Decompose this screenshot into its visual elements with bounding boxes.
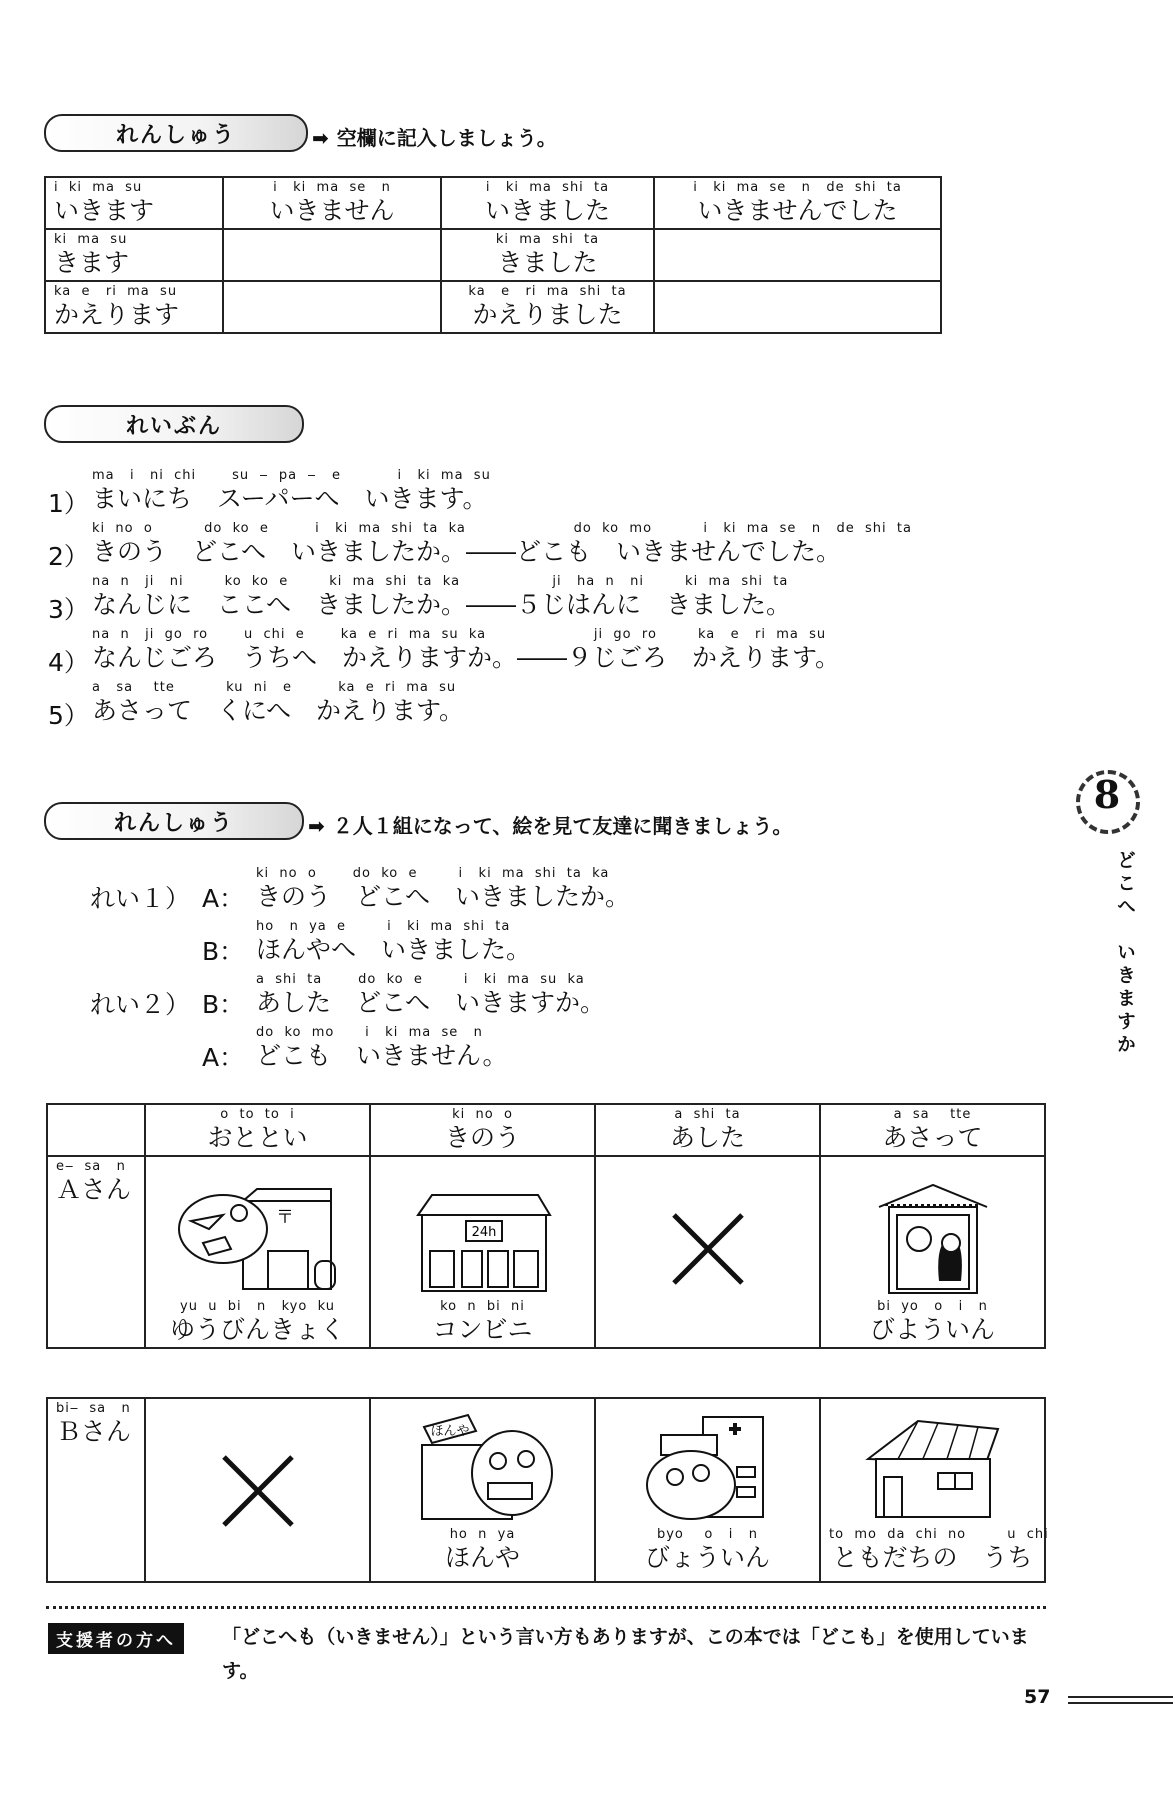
day-header: o to to i おととい <box>145 1104 370 1156</box>
table-cell <box>47 1104 145 1156</box>
table-row <box>47 1398 1045 1582</box>
example-sentence-4: 4） na n ji go ro u chi e ka e ri ma su ka ji go ro ka e ri ma su なんじごろ うちへ かえりますか。――９じごろ かえります。 <box>48 627 841 677</box>
blank-cell[interactable] <box>654 281 941 333</box>
post-office-icon <box>173 1181 343 1299</box>
instruction-2: ➡ ２人１組になって、絵を見て友達に聞きましょう。 <box>308 814 793 838</box>
arrow-right-icon: ➡ <box>312 126 329 150</box>
dialogue-line-3: れい２） B： a shi ta do ko e i ki ma su ka あした どこへ いきますか。 <box>90 972 606 1019</box>
helper-note-label: 支援者の方へ <box>48 1623 184 1654</box>
helper-note-text: 「どこへも（いきません）」という言い方もありますが、この本では「どこも」を使用しています。 <box>222 1626 1029 1682</box>
svg-text:24h: 24h <box>471 1225 496 1240</box>
destination-cell: bi yo o i n びよういん <box>820 1156 1045 1348</box>
chapter-badge <box>1076 770 1138 832</box>
convenience-store-icon <box>408 1181 558 1299</box>
cross-mark-icon <box>668 1209 748 1289</box>
hair-salon-icon <box>873 1181 993 1299</box>
table-cell: i ki ma su いきます <box>45 177 223 229</box>
table-row <box>45 177 941 229</box>
section-tag-reibun: れいぶん <box>44 405 304 443</box>
table-header-row <box>47 1104 1045 1156</box>
arrow-right-icon: ➡ <box>308 814 325 838</box>
svg-text:ほんや: ほんや <box>429 1424 470 1439</box>
destination-cell: 〒 yu u bi n kyo ku ゆうびんきょく <box>145 1156 370 1348</box>
example-sentence-3: 3） na n ji ni ko ko e ki ma shi ta ka ji ha n ni ki ma shi ta なんじに ここへ きましたか。――５じはんに きました。 <box>48 574 792 624</box>
conjugation-table <box>44 176 942 334</box>
person-b-schedule-table <box>46 1397 1049 1583</box>
example-sentence-1: 1） ma i ni chi su ‒ pa ‒ e i ki ma su まいにち スーパーへ いきます。 <box>48 468 491 518</box>
sentence-number: 5） <box>48 701 89 730</box>
sentence-number: 1） <box>48 489 89 518</box>
example-sentence-2: 2） ki no o do ko e i ki ma shi ta ka do ko mo i ki ma se n de shi ta きのう どこへ いきましたか。――どこも いきませんでした。 <box>48 521 912 571</box>
day-header: a sa tte あさって <box>820 1104 1045 1156</box>
hospital-icon <box>633 1407 783 1527</box>
example-sentence-5: 5） a sa tte ku ni e ka e ri ma su あさって くにへ かえります。 <box>48 680 465 730</box>
instruction-1: ➡ 空欄に記入しましょう。 <box>312 126 557 150</box>
blank-cell[interactable] <box>223 281 441 333</box>
svg-text:〒: 〒 <box>275 1207 294 1228</box>
sentence-number: 4） <box>48 648 89 677</box>
chapter-title: どこへ いきますか <box>1114 850 1136 1057</box>
section-tag-renshuu-1: れんしゅう <box>44 114 308 152</box>
table-cell: ka e ri ma shi ta かえりました <box>441 281 654 333</box>
friends-house-icon <box>858 1407 1008 1527</box>
bookstore-icon <box>408 1407 558 1527</box>
table-row <box>47 1156 1045 1348</box>
blank-cell[interactable] <box>223 229 441 281</box>
day-header: a shi ta あした <box>595 1104 820 1156</box>
table-cell: i ki ma se n いきません <box>223 177 441 229</box>
dialogue-line-1: れい１） A： ki no o do ko e i ki ma shi ta ka きのう どこへ いきましたか。 <box>90 866 631 913</box>
table-row <box>45 229 941 281</box>
sentence-number: 2） <box>48 542 89 571</box>
cross-mark-icon <box>218 1451 298 1531</box>
table-cell: ka e ri ma su かえります <box>45 281 223 333</box>
section-tag-renshuu-2: れんしゅう <box>44 802 304 840</box>
table-row <box>45 281 941 333</box>
table-cell: ki ma shi ta きました <box>441 229 654 281</box>
chapter-number: 8 <box>1093 772 1121 817</box>
destination-cell: ほんや ho n ya ほんや <box>370 1398 595 1582</box>
table-cell: i ki ma se n de shi ta いきませんでした <box>654 177 941 229</box>
table-cell: i ki ma shi ta いきました <box>441 177 654 229</box>
destination-cell <box>595 1156 820 1348</box>
table-cell: ki ma su きます <box>45 229 223 281</box>
page-number-rule <box>1068 1696 1173 1698</box>
destination-cell: byo o i n びょういん <box>595 1398 820 1582</box>
destination-cell: to mo da chi no u chi ともだちの うち <box>820 1398 1045 1582</box>
dialogue-line-4: A： do ko mo i ki ma se n どこも いきません。 <box>202 1025 508 1072</box>
person-a-schedule-table <box>46 1103 1046 1349</box>
day-header: ki no o きのう <box>370 1104 595 1156</box>
dialogue-line-2: B： ho n ya e i ki ma shi ta ほんやへ いきました。 <box>202 919 532 966</box>
person-label: e‒ sa n Ａさん <box>47 1156 145 1348</box>
sentence-number: 3） <box>48 595 89 624</box>
blank-cell[interactable] <box>654 229 941 281</box>
dotted-divider <box>46 1606 1046 1609</box>
destination-cell: 24h ko n bi ni コンビニ <box>370 1156 595 1348</box>
page-number-rule-2 <box>1068 1702 1173 1704</box>
person-label: bi‒ sa n Ｂさん <box>47 1398 145 1582</box>
page-number: 57 <box>1024 1686 1051 1708</box>
destination-cell <box>145 1398 370 1582</box>
